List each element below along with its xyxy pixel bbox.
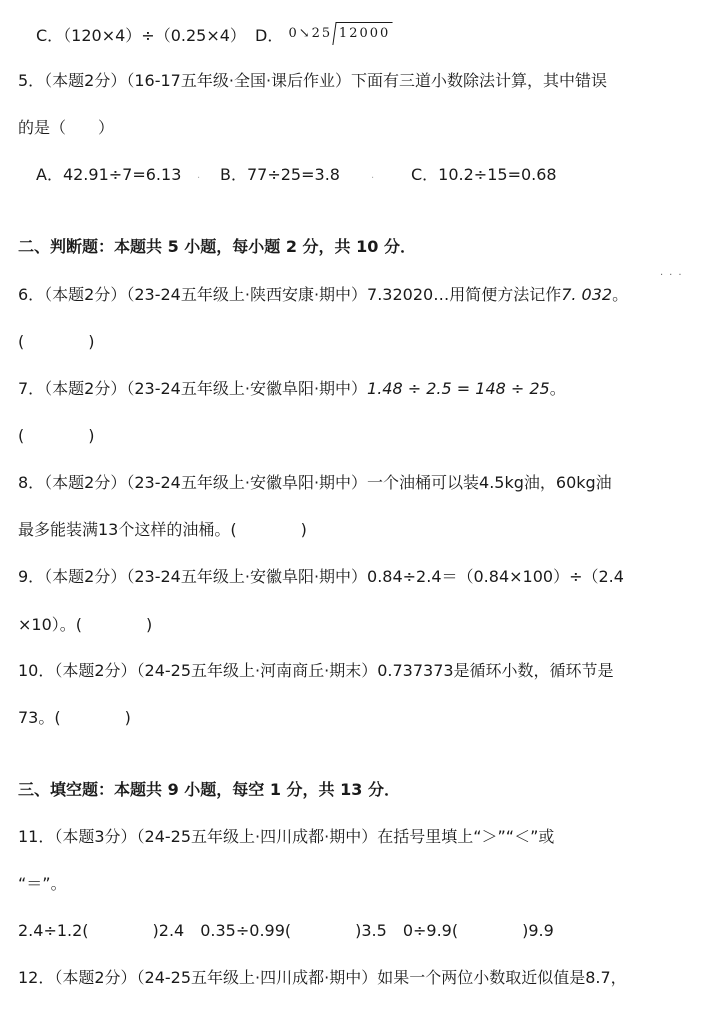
q8-line1: 8．（本题2分）（23-24五年级上·安徽阜阳·期中）一个油桶可以装4.5kg油，60kg油	[18, 473, 612, 492]
section-2-heading: 二、判断题：本题共 5 小题，每小题 2 分，共 10 分．	[18, 237, 416, 256]
q12-line1: 12．（本题2分）（24-25五年级上·四川成都·期中）如果一个两位小数取近似值是8.7，	[18, 968, 627, 987]
q11-line3: 2.4÷1.2( )2.4 0.35÷0.99( )3.5 0÷9.9( )9.9	[18, 921, 554, 940]
q11-line1: 11．（本题3分）（24-25五年级上·四川成都·期中）在括号里填上“＞”“＜”或	[18, 827, 555, 846]
q6-suffix: 。	[612, 285, 629, 304]
q7-equation: 1.48 ÷ 2.5 = 148 ÷ 25	[367, 379, 550, 398]
section-3-heading: 三、填空题：本题共 9 小题，每空 1 分，共 13 分．	[18, 780, 400, 799]
q4-option-d-long-division	[288, 22, 391, 45]
q4-option-d-label: D．	[255, 26, 284, 45]
q5-line1: 5．（本题2分）（16-17五年级·全国·课后作业）下面有三道小数除法计算，其中错误	[18, 71, 608, 90]
q5-option-b: B．77÷25=3.8	[220, 165, 340, 184]
q10-line2: 73。( )	[18, 708, 131, 727]
q9-line1: 9．（本题2分）（23-24五年级上·安徽阜阳·期中）0.84÷2.4＝（0.84×100）÷（2.4	[18, 567, 624, 586]
q7-line1	[18, 378, 566, 400]
long-division-dividend: 12000	[339, 26, 391, 41]
q6-repeating-dots: ···	[660, 270, 688, 281]
q4-option-c-text: C．（120×4）÷（0.25×4）	[36, 26, 246, 45]
q5-option-a: A．42.91÷7=6.13	[36, 165, 182, 184]
q4-option-c	[36, 22, 392, 47]
q7-answer-blank: ( )	[18, 426, 95, 445]
q10-line1: 10．（本题2分）（24-25五年级上·河南商丘·期末）0.737373是循环小数，循环节是	[18, 661, 614, 680]
q6-answer-blank: ( )	[18, 332, 95, 351]
q6-line1	[18, 284, 628, 306]
faint-mark: .	[371, 170, 375, 181]
q5-option-c: C．10.2÷15=0.68	[411, 165, 557, 184]
q11-line2: “＝”。	[18, 874, 67, 893]
faint-mark: .	[197, 170, 201, 181]
q7-text: 7．（本题2分）（23-24五年级上·安徽阜阳·期中）	[18, 379, 368, 398]
q5-line2: 的是（ ）	[18, 118, 115, 137]
q6-text: 6．（本题2分）（23-24五年级上·陕西安康·期中）7.32020…用简便方法记作	[18, 285, 562, 304]
q8-line2: 最多能装满13个这样的油桶。( )	[18, 520, 307, 539]
q6-repeating-decimal: 7. 032	[561, 285, 613, 304]
q7-suffix: 。	[549, 379, 566, 398]
q9-line2: ×10）。( )	[18, 615, 153, 634]
long-division-divisor: 0↘25	[288, 26, 333, 41]
